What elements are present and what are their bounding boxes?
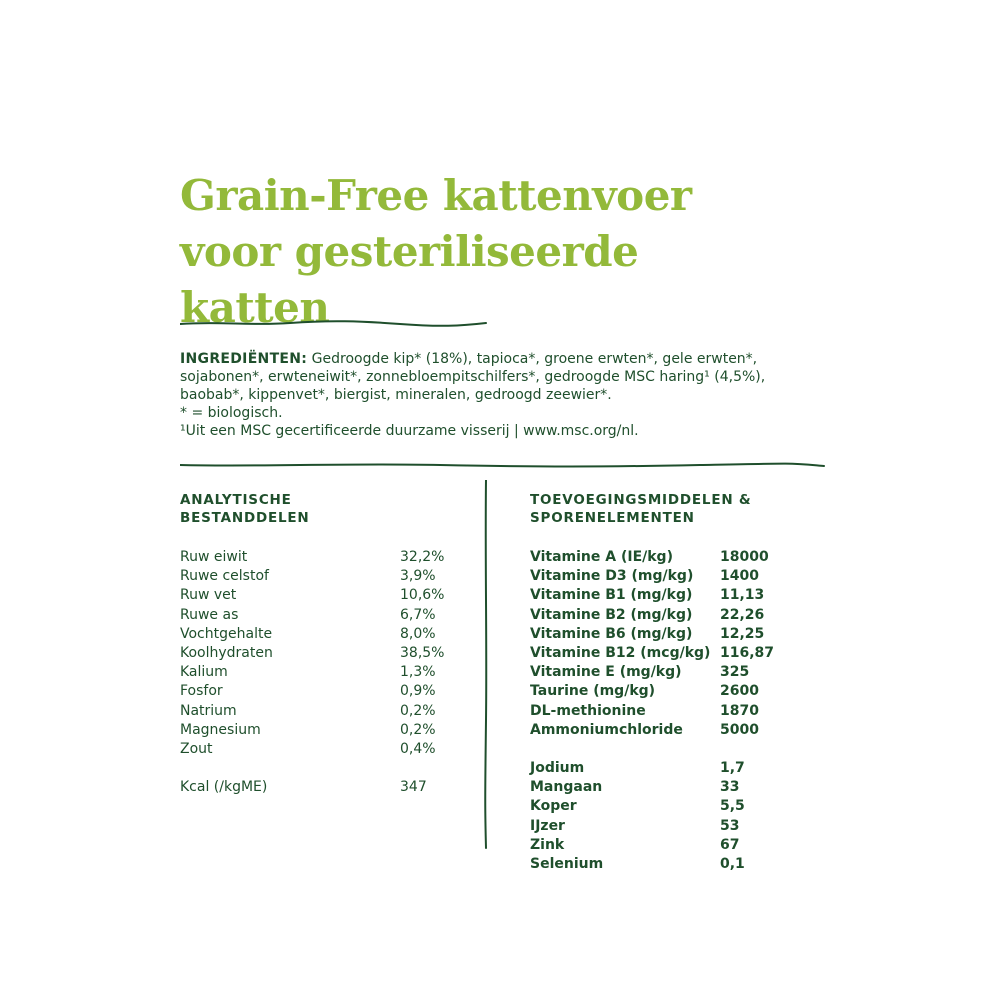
row-value: 325 [720, 664, 750, 681]
row-name: Fosfor [180, 683, 223, 700]
title-line: voor gesteriliseerde [180, 227, 639, 276]
analytical-row [180, 644, 470, 663]
ingredients-text: baobab*, kippenvet*, biergist, mineralen, gedroogd zeewier*. [180, 387, 612, 403]
row-value: 10,6% [400, 587, 445, 604]
row-value: 18000 [720, 549, 769, 565]
row-value: 11,13 [720, 587, 765, 604]
row-name: Zink [530, 836, 565, 853]
analytical-row [180, 586, 470, 605]
title-line: katten [180, 283, 330, 332]
row-value: 1400 [720, 568, 759, 585]
row-name: Taurine (mg/kg) [530, 683, 656, 700]
additives-heading-line: SPORENELEMENTEN [530, 510, 695, 526]
ingredients-text: sojabonen*, erwteneiwit*, zonnebloempitschilfers*, gedroogde MSC haring¹ (4,5%), [180, 369, 766, 385]
row-name: Vitamine B1 (mg/kg) [530, 587, 693, 604]
row-name: Ruw vet [180, 587, 237, 604]
analytical-heading-line: BESTANDDELEN [180, 510, 310, 526]
row-value: 53 [720, 817, 740, 834]
analytical-heading-line: ANALYTISCHE [180, 492, 292, 508]
vitamin-row [530, 721, 830, 740]
analytical-row [180, 606, 470, 625]
vitamin-row [530, 625, 830, 644]
row-value: 22,26 [720, 606, 765, 623]
additives-table [530, 548, 830, 874]
row-spacer [180, 759, 470, 778]
row-name: IJzer [530, 817, 565, 834]
row-value: 0,9% [400, 683, 436, 700]
analytical-row [180, 625, 470, 644]
row-name: Koolhydraten [180, 644, 273, 661]
analytical-heading [180, 491, 310, 527]
row-name: Vitamine B6 (mg/kg) [530, 625, 693, 642]
row-name: Vitamine B12 (mcg/kg) [530, 644, 711, 661]
row-name: Selenium [530, 856, 604, 872]
row-name: Ruw eiwit [180, 549, 248, 565]
ingredients-footnote-msc: ¹Uit een MSC gecertificeerde duurzame visserij | www.msc.org/nl. [180, 423, 639, 439]
row-name: Vitamine E (mg/kg) [530, 664, 682, 681]
row-value: 67 [720, 836, 740, 853]
section-wavy-rule [180, 460, 826, 472]
row-value: 0,1 [720, 856, 745, 872]
row-value: 1870 [720, 702, 759, 719]
ingredients-line-1 [180, 350, 820, 368]
analytical-row [180, 682, 470, 701]
vitamin-row [530, 586, 830, 605]
trace-element-row [530, 817, 830, 836]
vitamin-row [530, 682, 830, 701]
analytical-table [180, 548, 470, 797]
row-value: 5,5 [720, 798, 745, 815]
row-name: Mangaan [530, 779, 603, 796]
row-name: Vochtgehalte [180, 625, 273, 642]
additives-heading-line: TOEVOEGINGSMIDDELEN & [530, 492, 752, 508]
row-value: 6,7% [400, 606, 436, 623]
row-value: 1,7 [720, 760, 745, 777]
vitamin-row [530, 644, 830, 663]
row-name: Natrium [180, 702, 237, 719]
row-value: 0,4% [400, 740, 436, 757]
trace-element-row [530, 836, 830, 855]
trace-element-row [530, 855, 830, 874]
vitamin-row [530, 606, 830, 625]
vitamin-row [530, 702, 830, 721]
row-name: Ruwe as [180, 606, 239, 623]
analytical-row [180, 548, 470, 567]
additives-heading [530, 491, 752, 527]
ingredients-label: INGREDIËNTEN: [180, 351, 308, 367]
row-value: 8,0% [400, 625, 436, 642]
row-name: Vitamine B2 (mg/kg) [530, 606, 693, 623]
row-name: DL-methionine [530, 702, 646, 719]
ingredients-block [180, 350, 820, 440]
row-value: 3,9% [400, 568, 436, 585]
row-name: Jodium [530, 760, 585, 777]
row-value: 0,2% [400, 721, 436, 738]
row-name: Vitamine A (IE/kg) [530, 549, 673, 565]
row-value: 1,3% [400, 664, 436, 681]
ingredients-text: Gedroogde kip* (18%), tapioca*, groene erwten*, gele erwten*, [307, 351, 758, 367]
column-divider [482, 480, 490, 850]
row-value: 38,5% [400, 644, 445, 661]
vitamin-row [530, 548, 830, 567]
row-name: Koper [530, 798, 577, 815]
trace-element-row [530, 759, 830, 778]
row-name: Kalium [180, 664, 228, 681]
row-name: Magnesium [180, 721, 261, 738]
row-value: 2600 [720, 683, 759, 700]
row-value: 32,2% [400, 549, 445, 565]
title-wavy-rule [180, 318, 490, 330]
kcal-row [180, 778, 470, 797]
row-value: 33 [720, 779, 740, 796]
row-value: 12,25 [720, 625, 765, 642]
row-name: Kcal (/kgME) [180, 779, 268, 796]
vitamin-row [530, 663, 830, 682]
row-value: 116,87 [720, 644, 775, 661]
analytical-row [180, 740, 470, 759]
row-name: Ruwe celstof [180, 568, 269, 585]
vitamin-row [530, 567, 830, 586]
row-value: 347 [400, 779, 427, 796]
row-value: 5000 [720, 721, 759, 738]
row-name: Ammoniumchloride [530, 721, 683, 738]
analytical-row [180, 663, 470, 682]
row-spacer [530, 740, 830, 759]
ingredients-footnote-organic: * = biologisch. [180, 405, 283, 421]
analytical-row [180, 702, 470, 721]
title-line: Grain-Free kattenvoer [180, 171, 692, 220]
trace-element-row [530, 797, 830, 816]
trace-element-row [530, 778, 830, 797]
row-name: Zout [180, 740, 213, 757]
analytical-row [180, 721, 470, 740]
row-value: 0,2% [400, 702, 436, 719]
row-name: Vitamine D3 (mg/kg) [530, 568, 694, 585]
page-title [180, 168, 820, 336]
analytical-row [180, 567, 470, 586]
